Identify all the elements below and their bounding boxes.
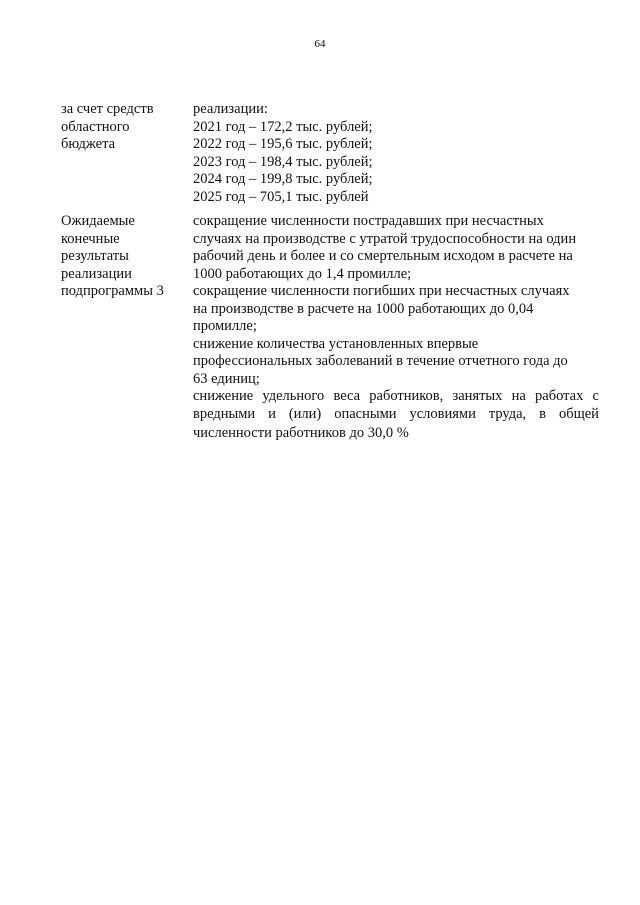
justified-word: труда, — [488, 405, 527, 422]
results-line: сокращение численности пострадавших при несчастных — [193, 213, 544, 229]
results-line: случаях на производстве с утратой трудоспособности на один — [193, 230, 577, 247]
budget-label-line: за счет средств — [61, 101, 154, 117]
budget-line: 2021 год – 172,2 тыс. рублей; — [193, 118, 373, 135]
justified-word: и — [268, 405, 276, 422]
justified-word: (или) — [288, 405, 322, 422]
results-label-line: реализации — [61, 265, 132, 282]
results-label-line: конечные — [61, 230, 120, 247]
results-line: рабочий день и более и со смертельным исходом в расчете на — [193, 248, 573, 264]
results-line: сокращение численности погибших при несчастных случаях — [193, 283, 570, 299]
results-label-line: результаты — [61, 248, 129, 264]
justified-word: занятых — [452, 388, 503, 404]
results-line: снижение количества установленных впервые — [193, 335, 479, 352]
justified-word: работах — [535, 388, 584, 404]
budget-line: реализации: — [193, 101, 268, 117]
results-line: на производстве в расчете на 1000 работающих до 0,04 — [193, 300, 534, 317]
budget-line: 2022 год – 195,6 тыс. рублей; — [193, 136, 373, 152]
budget-label — [61, 101, 183, 154]
budget-line: 2023 год – 198,4 тыс. рублей; — [193, 153, 373, 170]
results-label — [61, 213, 183, 301]
budget-content — [193, 101, 599, 206]
justified-word: условиями — [409, 405, 476, 422]
budget-line: 2025 год – 705,1 тыс. рублей — [193, 188, 369, 205]
results-line: профессиональных заболеваний в течение отчетного года до — [193, 353, 568, 369]
justified-word: опасными — [334, 405, 397, 422]
justified-word: работников, — [369, 388, 444, 404]
results-line: промилле; — [193, 318, 257, 334]
results-justified-line — [193, 406, 599, 424]
results-label-line: подпрограммы 3 — [61, 283, 164, 299]
results-content — [193, 213, 599, 443]
results-line: 1000 работающих до 1,4 промилле; — [193, 265, 412, 282]
results-last-line: численности работников до 30,0 % — [193, 425, 409, 441]
budget-label-line: бюджета — [61, 136, 116, 152]
justified-word: снижение — [193, 388, 254, 404]
budget-line: 2024 год – 199,8 тыс. рублей; — [193, 171, 373, 187]
justified-word: на — [511, 388, 526, 404]
results-label-line: Ожидаемые — [61, 213, 135, 229]
results-justified-line — [193, 388, 599, 406]
budget-label-line: областного — [61, 118, 130, 135]
justified-word: удельного — [262, 388, 325, 404]
justified-word: вредными — [193, 405, 256, 422]
justified-word: с — [592, 388, 599, 404]
justified-word: в — [539, 405, 546, 422]
results-line: 63 единиц; — [193, 370, 260, 387]
page-number: 64 — [314, 38, 326, 50]
justified-word: веса — [333, 388, 361, 404]
justified-word: общей — [558, 405, 599, 422]
